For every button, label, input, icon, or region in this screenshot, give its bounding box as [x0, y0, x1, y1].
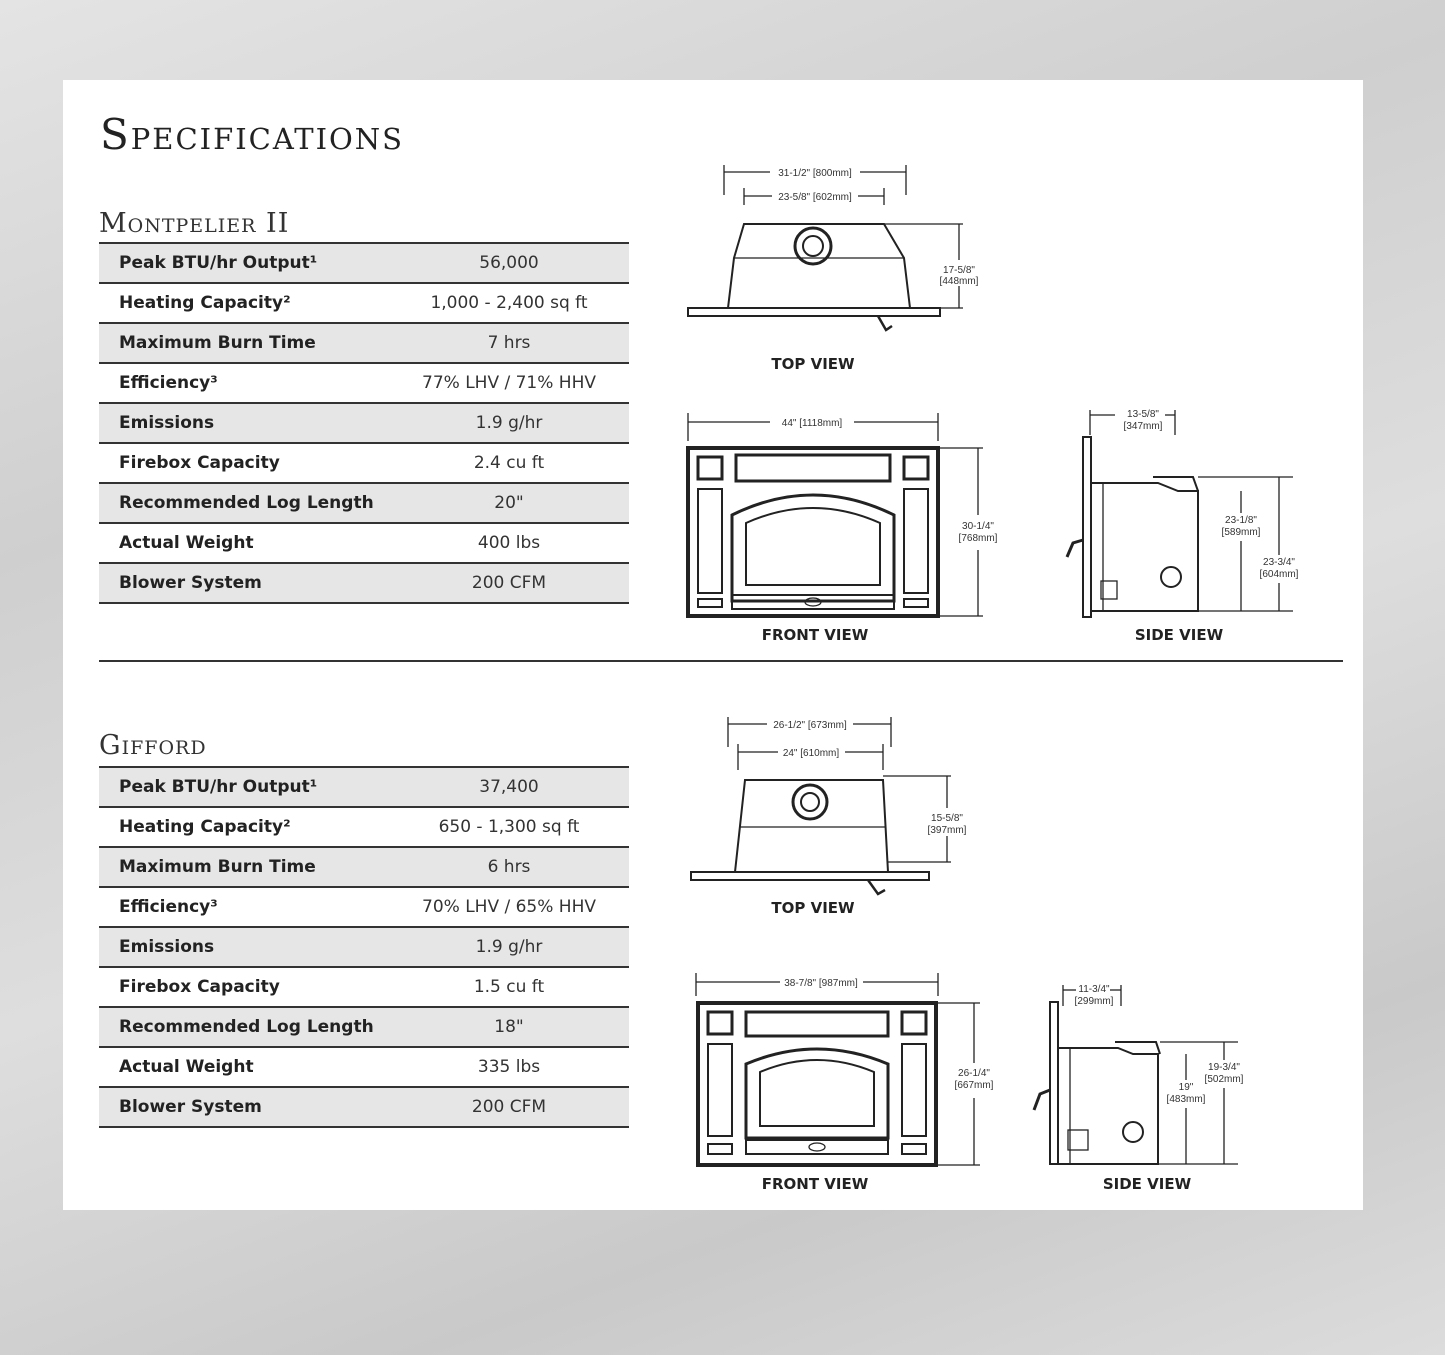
dim-top-outer: 31-1/2" [800mm] — [778, 168, 852, 179]
label-front-view: FRONT VIEW — [761, 626, 869, 644]
section-divider — [99, 660, 1343, 662]
spec-value: 1.9 g/hr — [475, 937, 543, 957]
spec-row — [99, 364, 629, 404]
dim-side-h1-mm: [589mm] — [1221, 527, 1261, 538]
spec-value: 650 - 1,300 sq ft — [438, 817, 580, 837]
spec-label: Emissions — [119, 413, 215, 433]
spec-row — [99, 768, 629, 808]
spec-row — [99, 484, 629, 524]
dim-top-outer: 26-1/2" [673mm] — [773, 720, 847, 731]
spec-row — [99, 1048, 629, 1088]
spec-label: Actual Weight — [119, 533, 254, 553]
dim-top-depth: 15-5/8" — [931, 813, 963, 824]
spec-label: Blower System — [119, 1097, 262, 1117]
label-side-view: SIDE VIEW — [1134, 626, 1224, 644]
spec-value: 70% LHV / 65% HHV — [422, 897, 596, 917]
spec-label: Peak BTU/hr Output¹ — [119, 253, 318, 273]
spec-label: Efficiency³ — [119, 373, 218, 393]
spec-row — [99, 444, 629, 484]
spec-value: 2.4 cu ft — [473, 453, 545, 473]
spec-row — [99, 1088, 629, 1128]
model-name-gifford: Gifford — [99, 730, 207, 761]
spec-value: 1,000 - 2,400 sq ft — [430, 293, 588, 313]
spec-row — [99, 968, 629, 1008]
spec-label: Maximum Burn Time — [119, 857, 316, 877]
top-view-diagram-montpelier — [678, 160, 1018, 360]
front-view-diagram-gifford — [688, 968, 998, 1178]
spec-row — [99, 808, 629, 848]
spec-row — [99, 244, 629, 284]
dim-side-h2: 23-3/4" — [1263, 557, 1295, 568]
spec-value: 1.9 g/hr — [475, 413, 543, 433]
dim-side-depth: 13-5/8" — [1127, 409, 1159, 420]
spec-value: 56,000 — [479, 253, 539, 273]
front-view-diagram-montpelier — [678, 405, 998, 625]
page-title: Specifications — [100, 110, 405, 159]
spec-label: Maximum Burn Time — [119, 333, 316, 353]
top-view-diagram-gifford — [683, 712, 1003, 912]
spec-table-montpelier — [99, 242, 629, 604]
dim-front-height-mm: [768mm] — [958, 533, 998, 544]
spec-label: Heating Capacity² — [119, 293, 291, 313]
spec-row — [99, 404, 629, 444]
spec-label: Actual Weight — [119, 1057, 254, 1077]
spec-row — [99, 848, 629, 888]
dim-front-height-mm: [667mm] — [954, 1080, 994, 1091]
dim-top-inner: 23-5/8" [602mm] — [778, 192, 852, 203]
spec-row — [99, 284, 629, 324]
spec-label: Firebox Capacity — [119, 977, 280, 997]
spec-label: Emissions — [119, 937, 215, 957]
dim-side-h1-mm: [483mm] — [1166, 1094, 1206, 1105]
dim-side-h1: 23-1/8" — [1225, 515, 1257, 526]
dim-front-width: 38-7/8" [987mm] — [784, 978, 858, 989]
spec-sheet — [63, 80, 1363, 1210]
spec-value: 400 lbs — [477, 533, 541, 553]
side-view-diagram-montpelier — [1053, 405, 1313, 625]
dim-front-width: 44" [1118mm] — [781, 418, 843, 429]
dim-top-depth-mm: [448mm] — [939, 276, 979, 287]
spec-label: Peak BTU/hr Output¹ — [119, 777, 318, 797]
spec-row — [99, 928, 629, 968]
spec-label: Firebox Capacity — [119, 453, 280, 473]
spec-value: 20" — [494, 493, 524, 513]
spec-row — [99, 564, 629, 604]
label-top-view: TOP VIEW — [771, 899, 855, 917]
label-front-view: FRONT VIEW — [761, 1175, 869, 1193]
dim-side-depth-mm: [347mm] — [1123, 421, 1163, 432]
spec-table-gifford — [99, 766, 629, 1128]
spec-row — [99, 1008, 629, 1048]
dim-side-h2-mm: [502mm] — [1204, 1074, 1244, 1085]
dim-top-inner: 24" [610mm] — [782, 748, 840, 759]
spec-label: Blower System — [119, 573, 262, 593]
dim-front-height: 30-1/4" — [962, 521, 994, 532]
dim-side-h2-mm: [604mm] — [1259, 569, 1299, 580]
spec-label: Heating Capacity² — [119, 817, 291, 837]
spec-row — [99, 888, 629, 928]
spec-value: 6 hrs — [487, 857, 531, 877]
spec-label: Recommended Log Length — [119, 493, 374, 513]
spec-label: Efficiency³ — [119, 897, 218, 917]
spec-value: 335 lbs — [477, 1057, 541, 1077]
spec-value: 1.5 cu ft — [473, 977, 545, 997]
spec-value: 77% LHV / 71% HHV — [422, 373, 596, 393]
spec-value: 18" — [494, 1017, 524, 1037]
spec-value: 7 hrs — [487, 333, 531, 353]
spec-value: 200 CFM — [471, 573, 547, 593]
spec-value: 37,400 — [479, 777, 539, 797]
spec-row — [99, 324, 629, 364]
dim-top-depth-mm: [397mm] — [927, 825, 967, 836]
model-name-montpelier: Montpelier II — [99, 208, 290, 239]
dim-side-depth-mm: [299mm] — [1074, 996, 1114, 1007]
dim-top-depth: 17-5/8" — [943, 265, 975, 276]
dim-side-depth: 11-3/4" — [1078, 984, 1110, 995]
label-top-view: TOP VIEW — [771, 355, 855, 373]
spec-value: 200 CFM — [471, 1097, 547, 1117]
spec-label: Recommended Log Length — [119, 1017, 374, 1037]
dim-side-h2: 19-3/4" — [1208, 1062, 1240, 1073]
dim-side-h1: 19" — [1178, 1082, 1194, 1093]
dim-front-height: 26-1/4" — [958, 1068, 990, 1079]
label-side-view: SIDE VIEW — [1102, 1175, 1192, 1193]
side-view-diagram-gifford — [1028, 980, 1268, 1175]
spec-row — [99, 524, 629, 564]
